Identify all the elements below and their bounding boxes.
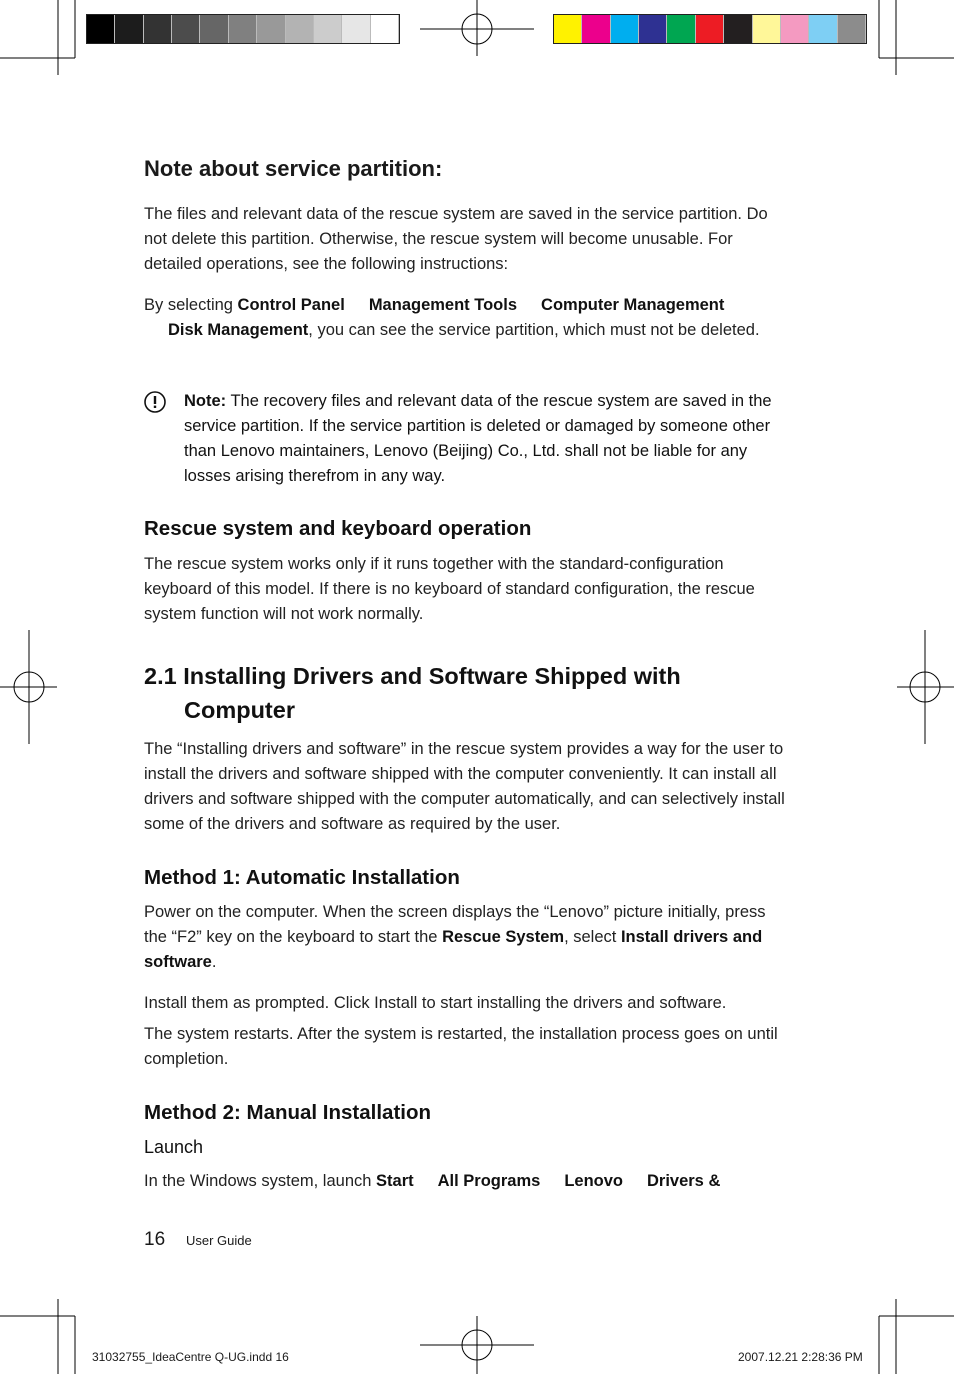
method2-text: In the Windows system, launch — [144, 1172, 377, 1190]
note-box — [184, 389, 796, 489]
section-2-1-heading — [144, 659, 681, 693]
path-management-tools: Management Tools — [368, 296, 518, 314]
rescue-system-term: Rescue System — [442, 928, 565, 946]
rescue-keyboard-heading: Rescue system and keyboard operation — [144, 517, 532, 540]
note-label: Note: — [184, 392, 227, 410]
path-start: Start — [376, 1172, 414, 1190]
by-selecting-text: By selecting — [144, 296, 238, 314]
method2-para — [144, 1169, 794, 1194]
section-2-1-intro: The “Installing drivers and software” in the rescue system provides a way for the user to install the drivers and software shipped with the computer conveniently. It can install all drivers and software shipped with the computer automatically, and can selectively install some of the drivers and software as required by the user. — [144, 740, 785, 833]
page-number: 16 — [144, 1229, 166, 1250]
method1-para-2: Install them as prompted. Click Install to start installing the drivers and software. — [144, 994, 727, 1012]
method1-heading: Method 1: Automatic Installation — [144, 866, 460, 889]
warning-icon — [144, 391, 166, 413]
note-text: The recovery files and relevant data of the rescue system are saved in the service partition. If the service partition is deleted or damaged by someone other than Lenovo maintainers, Lenovo (Beijing) Co., Ltd. shall not be liable for any losses arising therefrom in any way. — [184, 392, 772, 485]
method2-heading: Method 2: Manual Installation — [144, 1101, 432, 1124]
rescue-keyboard-text: The rescue system works only if it runs together with the standard-configuration keyboard of this model. If there is no keyboard of standard configuration, the rescue system function will not work normally. — [144, 555, 755, 623]
method1-para-1 — [144, 900, 784, 975]
path-tail: , you can see the service partition, which must not be deleted. — [308, 321, 760, 339]
footer-label: User Guide — [186, 1233, 252, 1248]
path-control-panel: Control Panel — [237, 296, 345, 314]
path-drivers: Drivers & — [646, 1172, 721, 1190]
method1-para-3: The system restarts. After the system is restarted, the installation process goes on until completion. — [144, 1025, 778, 1068]
path-lenovo: Lenovo — [564, 1172, 623, 1190]
method1-p1-select: , select — [564, 928, 621, 946]
section-title-line2: Computer — [184, 697, 295, 723]
method1-p1-end: . — [211, 953, 217, 971]
section-number: 2.1 — [144, 663, 177, 689]
note-path-para — [144, 293, 794, 343]
note-title: Note about service partition: — [144, 156, 443, 181]
path-all-programs: All Programs — [437, 1172, 541, 1190]
install-drivers-term: Install drivers and software — [144, 928, 763, 971]
path-computer-management: Computer Management — [541, 296, 725, 314]
path-disk-management: Disk Management — [168, 321, 309, 339]
section-title-line1: Installing Drivers and Software Shipped with — [183, 663, 681, 689]
slug-filename: 31032755_IdeaCentre Q-UG.indd 16 — [92, 1350, 289, 1364]
slug-timestamp: 2007.12.21 2:28:36 PM — [738, 1350, 863, 1364]
method1-p1-text: Power on the computer. When the screen displays the “Lenovo” picture initially, press the “F2” key on the keyboard to start the — [144, 903, 766, 946]
note-para-1: The files and relevant data of the rescue system are saved in the service partition. Do not delete this partition. Otherwise, the rescue system will become unusable. For detailed operations, see the following instructions: — [144, 205, 768, 273]
launch-subheading: Launch — [144, 1137, 204, 1157]
